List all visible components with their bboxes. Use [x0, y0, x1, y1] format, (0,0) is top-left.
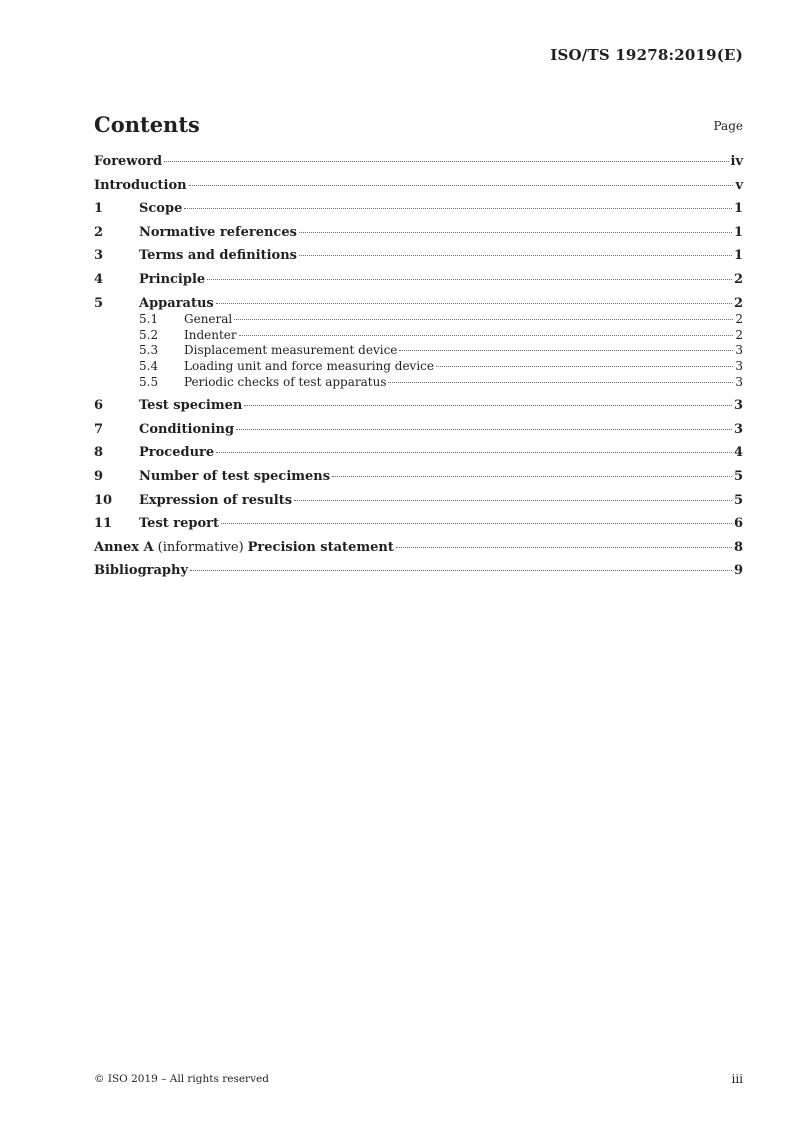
toc-entry-number: 5 [94, 295, 104, 311]
dot-leader [236, 429, 732, 430]
dot-leader [221, 523, 732, 524]
toc-entry-title: Bibliography [94, 563, 189, 579]
toc-entry-title: Terms and definitions [139, 248, 297, 264]
dot-leader [164, 161, 728, 162]
toc-entry-number-of-test-specimens[interactable] [94, 469, 743, 493]
toc-entry-title: Expression of results [139, 492, 293, 508]
toc-entry-page: 3 [735, 374, 743, 389]
toc-subentry-indenter[interactable] [94, 328, 743, 344]
toc-entry-number: 10 [94, 492, 113, 508]
dot-leader [244, 405, 732, 406]
toc-entry-procedure[interactable] [94, 445, 743, 469]
toc-subentry-general[interactable] [94, 312, 743, 328]
toc-entry-page: 3 [733, 421, 743, 437]
toc-entry-title: General [184, 312, 233, 327]
dot-leader [332, 476, 732, 477]
toc-entry-title: Conditioning [139, 421, 235, 437]
document-id: ISO/TS 19278:2019(E) [550, 46, 743, 64]
contents-heading: Contents [94, 112, 200, 137]
toc-entry-title: Periodic checks of test apparatus [184, 374, 387, 389]
toc-entry-page: iv [730, 154, 743, 169]
dot-leader [388, 382, 733, 383]
dot-leader [190, 570, 732, 571]
toc-entry-title: Normative references [139, 224, 297, 240]
toc-entry-title: Test specimen [139, 398, 243, 414]
toc-entry-page: 5 [733, 492, 743, 508]
toc-entry-title: Procedure [139, 445, 215, 461]
dot-leader [234, 319, 733, 320]
toc-entry-page: 9 [733, 563, 743, 579]
toc-entry-annex-prefix: Annex A [94, 539, 154, 555]
toc-entry-conditioning[interactable] [94, 422, 743, 446]
toc-entry-number: 3 [94, 248, 104, 264]
dot-leader [216, 303, 732, 304]
dot-leader [299, 255, 732, 256]
toc-entry-number: 1 [94, 201, 104, 217]
toc-entry-number: 5.5 [139, 374, 159, 389]
toc-entry-title: Introduction [94, 177, 187, 193]
toc-entry-scope[interactable] [94, 201, 743, 225]
dot-leader [189, 185, 734, 186]
dot-leader [399, 350, 733, 351]
toc-entry-page: 2 [735, 327, 743, 342]
dot-leader [396, 547, 732, 548]
toc-entry-page: 1 [733, 201, 743, 217]
toc-entry-page: 6 [733, 516, 743, 532]
toc-entry-number: 5.1 [139, 312, 159, 327]
toc-entry-test-report[interactable] [94, 516, 743, 540]
toc-entry-page: 1 [733, 248, 743, 264]
toc-entry-number: 9 [94, 468, 104, 484]
toc-entry-title: Scope [139, 201, 183, 217]
toc-entry-number: 5.3 [139, 343, 159, 358]
toc-entry-test-specimen[interactable] [94, 398, 743, 422]
toc-entry-page: 3 [735, 358, 743, 373]
toc-entry-page: 2 [733, 295, 743, 311]
toc-entry-principle[interactable] [94, 272, 743, 296]
table-of-contents [94, 154, 743, 587]
toc-entry-title: Precision statement [247, 539, 394, 555]
toc-entry-page: v [735, 177, 743, 193]
toc-entry-page: 3 [733, 398, 743, 414]
toc-entry-annex-note: (informative) [157, 539, 244, 555]
dot-leader [216, 452, 732, 453]
toc-entry-bibliography[interactable] [94, 563, 743, 587]
toc-entry-page: 5 [733, 468, 743, 484]
dot-leader [184, 208, 732, 209]
toc-entry-page: 1 [733, 224, 743, 240]
toc-entry-normative-references[interactable] [94, 225, 743, 249]
toc-entry-title: Apparatus [139, 295, 214, 311]
dot-leader [436, 366, 733, 367]
toc-entry-page: 2 [735, 312, 743, 327]
toc-entry-title: Displacement measurement device [184, 343, 398, 358]
toc-entry-number: 7 [94, 421, 104, 437]
dot-leader [207, 279, 732, 280]
dot-leader [299, 232, 732, 233]
toc-entry-introduction[interactable] [94, 178, 743, 202]
toc-entry-title: Test report [139, 516, 220, 532]
toc-entry-number: 2 [94, 224, 104, 240]
toc-entry-title: Indenter [184, 327, 237, 342]
toc-entry-page: 4 [733, 445, 743, 461]
dot-leader [294, 500, 732, 501]
toc-entry-title: Loading unit and force measuring device [184, 358, 434, 373]
toc-entry-page: 2 [733, 271, 743, 287]
toc-entry-title: Foreword [94, 154, 163, 169]
copyright-notice: © ISO 2019 – All rights reserved [94, 1073, 269, 1085]
toc-entry-number: 11 [94, 516, 113, 532]
toc-entry-title: Principle [139, 271, 206, 287]
toc-entry-page: 8 [733, 539, 743, 555]
dot-leader [239, 335, 734, 336]
toc-entry-expression-of-results[interactable] [94, 493, 743, 517]
toc-subentry-displacement-measurement-device[interactable] [94, 343, 743, 359]
toc-entry-number: 5.2 [139, 327, 159, 342]
toc-subentry-loading-unit[interactable] [94, 359, 743, 375]
toc-entry-number: 6 [94, 398, 104, 414]
toc-entry-page: 3 [735, 343, 743, 358]
toc-entry-terms-and-definitions[interactable] [94, 248, 743, 272]
toc-entry-number: 4 [94, 271, 104, 287]
toc-entry-annex-a[interactable] [94, 540, 743, 564]
toc-entry-title: Number of test specimens [139, 468, 331, 484]
toc-subentry-periodic-checks[interactable] [94, 375, 743, 391]
page-column-label: Page [713, 119, 743, 133]
toc-entry-foreword[interactable] [94, 154, 743, 178]
page-number: iii [731, 1072, 743, 1086]
toc-entry-number: 8 [94, 445, 104, 461]
toc-entry-number: 5.4 [139, 358, 159, 373]
